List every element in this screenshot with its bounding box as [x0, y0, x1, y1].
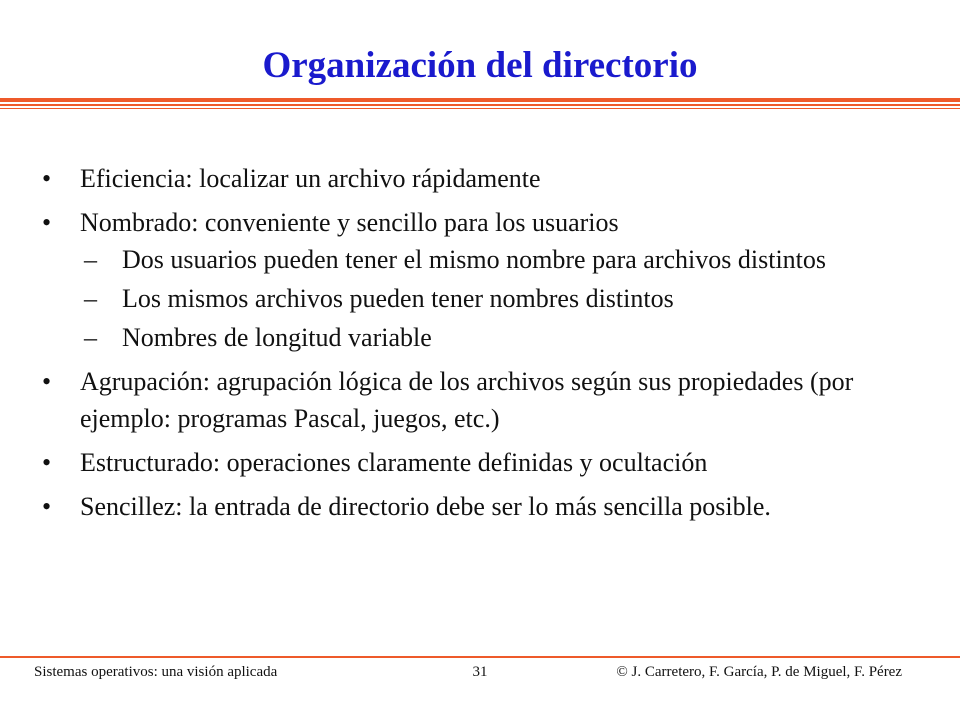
title-divider-medium — [0, 104, 960, 106]
footer-page-number: 31 — [472, 664, 488, 680]
sub-bullet-marker: – — [84, 284, 97, 313]
footer-authors: © J. Carretero, F. García, P. de Miguel, F. Pérez — [616, 664, 902, 680]
sub-bullet-item — [80, 241, 922, 278]
sub-bullet-marker: – — [84, 245, 97, 274]
bullet-marker: • — [42, 164, 52, 193]
sub-bullet-text: Los mismos archivos pueden tener nombres distintos — [122, 284, 674, 313]
bullet-text: Eficiencia: localizar un archivo rápidamente — [80, 164, 541, 193]
bullet-marker: • — [42, 367, 52, 396]
bullet-item-grouping — [42, 363, 922, 437]
title-divider-thin — [0, 108, 960, 109]
bullet-marker: • — [42, 448, 52, 477]
sub-bullet-list — [80, 241, 922, 356]
sub-bullet-text: Dos usuarios pueden tener el mismo nombre para archivos distintos — [122, 245, 827, 274]
sub-bullet-item — [80, 319, 922, 356]
bullet-item-efficiency — [42, 160, 922, 197]
bullet-marker: • — [42, 492, 52, 521]
title-divider-thick — [0, 98, 960, 102]
footer-book-title: Sistemas operativos: una visión aplicada — [34, 664, 278, 680]
sub-bullet-text: Nombres de longitud variable — [122, 323, 432, 352]
bullet-text: Nombrado: conveniente y sencillo para los usuarios — [80, 208, 619, 237]
slide-title: Organización del directorio — [262, 45, 698, 86]
footer-divider — [0, 656, 960, 658]
sub-bullet-marker: – — [84, 323, 97, 352]
bullet-text: Sencillez: la entrada de directorio debe ser lo más sencilla posible. — [80, 492, 771, 521]
bullet-text: Agrupación: agrupación lógica de los archivos según sus propiedades (por ejemplo: programas Pascal, juegos, etc.) — [80, 367, 854, 433]
bullet-item-simplicity — [42, 488, 922, 525]
bullet-item-naming — [42, 204, 922, 356]
bullet-text: Estructurado: operaciones claramente definidas y ocultación — [80, 448, 708, 477]
bullet-item-structured — [42, 444, 922, 481]
bullet-list — [42, 160, 922, 532]
bullet-marker: • — [42, 208, 52, 237]
sub-bullet-item — [80, 280, 922, 317]
